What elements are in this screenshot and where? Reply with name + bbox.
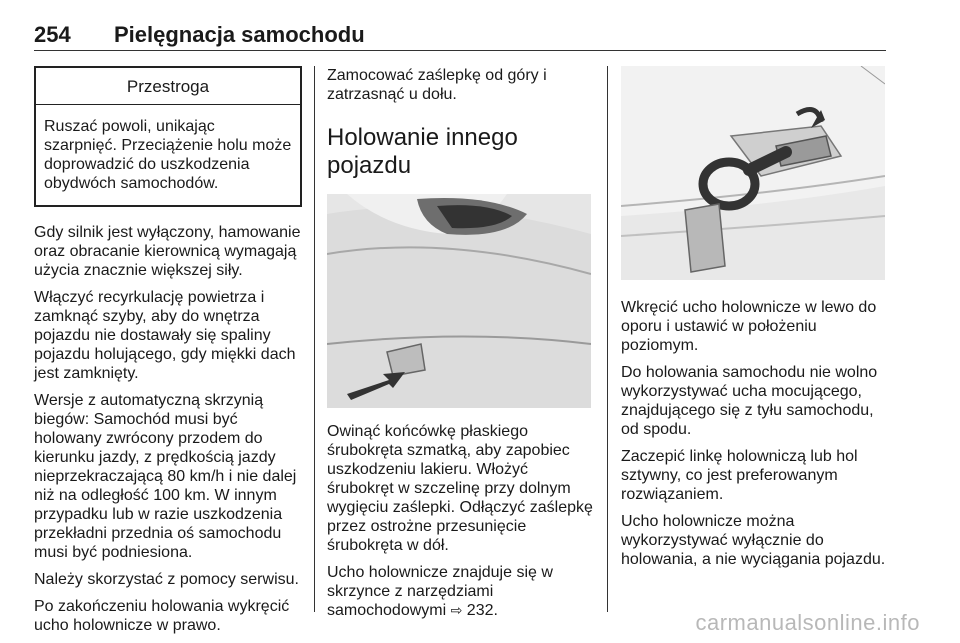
paragraph xyxy=(327,563,595,620)
column-divider xyxy=(314,66,315,612)
paragraph: Gdy silnik jest wyłączony, hamowanie oraz obracanie kierownicą wymagają użycia znacznie większej siły. xyxy=(34,224,301,279)
column-right xyxy=(621,66,889,577)
rear-bumper-cover-illustration xyxy=(327,194,591,408)
warning-box xyxy=(34,66,302,207)
paragraph: Zaczepić linkę holowniczą lub hol sztywny, co jest preferowanym rozwiązaniem. xyxy=(621,448,858,503)
page-number: 254 xyxy=(34,22,71,47)
paragraph: Włączyć recyrkulację powietrza i zamknąć szyby, aby do wnętrza pojazdu nie dostawały się spaliny pojazdu holującego, gdy miękki dach jest zamknięty. xyxy=(34,289,296,382)
paragraph-text: Ucho holownicze znajduje się w skrzynce z narzędziami samochodowymi xyxy=(327,564,553,619)
warning-text: Ruszać powoli, unikając szarpnięć. Przeciążenie holu może doprowadzić do uszkodzenia obydwóch samochodów. xyxy=(44,118,292,192)
column-left xyxy=(34,66,302,643)
paragraph: Do holowania samochodu nie wolno wykorzystywać ucha mocującego, znajdującego się z tyłu samochodu, od spodu. xyxy=(621,364,878,438)
watermark: carmanualsonline.info xyxy=(695,610,920,635)
page-ref-arrow-icon[interactable]: ⇨ xyxy=(450,602,463,618)
paragraph: Ucho holownicze można wykorzystywać wyłącznie do holowania, a nie wyciągania pojazdu. xyxy=(621,513,886,568)
paragraph: Wersje z automatyczną skrzynią biegów: Samochód musi być holowany zwrócony przodem do kierunku jazdy, z prędkością jazdy nieprzekraczającą 80 km/h i nie dalej niż na odległość 100 km. W innym przypadku lub w razie uszkodzenia przekładni przednia oś samochodu musi być podniesiona. xyxy=(34,392,297,561)
towing-eye-illustration xyxy=(621,66,885,280)
paragraph: Należy skorzystać z pomocy serwisu. xyxy=(34,571,299,588)
page-header xyxy=(34,22,886,51)
paragraph: Po zakończeniu holowania wykręcić ucho holownicze w prawo. xyxy=(34,598,290,634)
page-title: Pielęgnacja samochodu xyxy=(114,22,365,47)
paragraph: Wkręcić ucho holownicze w lewo do oporu i ustawić w położeniu poziomym. xyxy=(621,299,877,354)
section-heading: Holowanie innego pojazdu xyxy=(327,124,518,179)
column-middle xyxy=(327,66,595,628)
paragraph: Zamocować zaślepkę od góry i zatrzasnąć u dołu. xyxy=(327,67,547,103)
column-divider xyxy=(607,66,608,612)
page-ref-number[interactable]: 232. xyxy=(462,602,498,619)
warning-title: Przestroga xyxy=(36,68,300,105)
paragraph: Owinąć końcówkę płaskiego śrubokręta szmatką, aby zapobiec uszkodzeniu lakieru. Włożyć śrubokręt w szczelinę przy dolnym wygięciu zaślepki. Odłączyć zaślepkę przez ostrożne przesunięcie śrubokręta w dół. xyxy=(327,423,593,554)
